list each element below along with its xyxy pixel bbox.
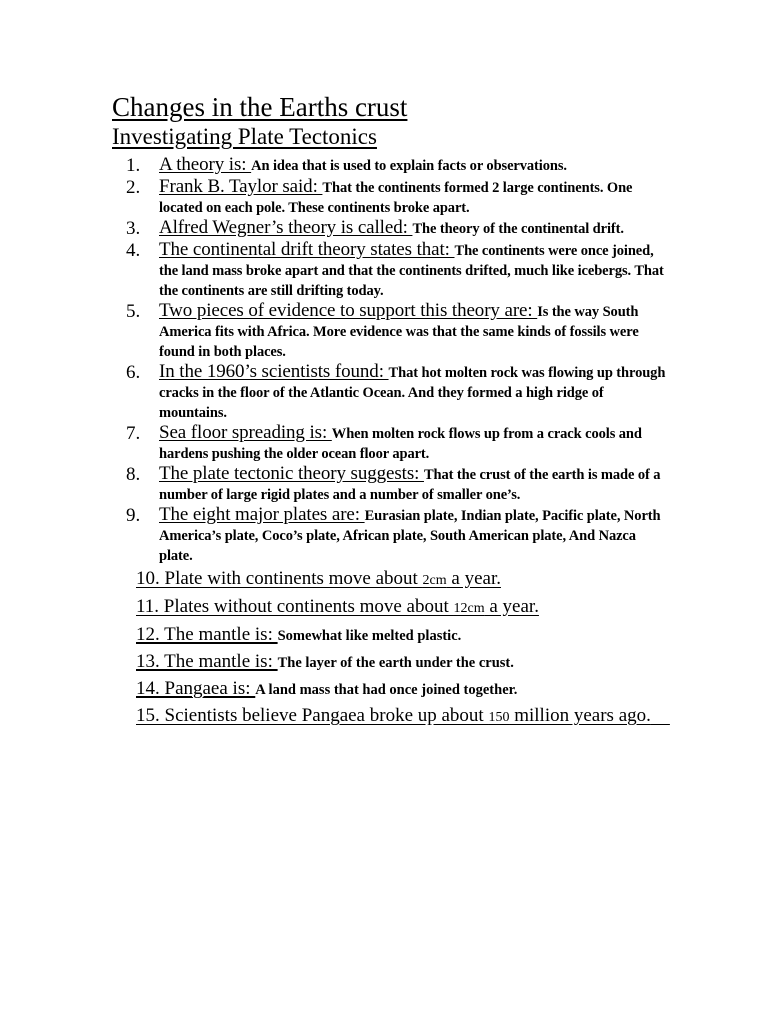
list-item [126, 218, 666, 240]
question-prompt: 12. The mantle is: [136, 624, 278, 645]
list-item-11: 11. Plates without continents move about 12cm a year. [136, 596, 539, 617]
question-prompt: The plate tectonic theory suggests: [159, 463, 424, 484]
item-number: 1. [126, 155, 141, 176]
answer-text: An idea that is used to explain facts or observations. [251, 158, 567, 174]
list-item [126, 240, 666, 301]
question-prompt: 14. Pangaea is: [136, 678, 256, 699]
page-subtitle: Investigating Plate Tectonics [112, 124, 377, 149]
list-item-12 [136, 622, 661, 649]
list-item-15: 15. Scientists believe Pangaea broke up about 150 million years ago. [136, 705, 670, 726]
question-list [126, 154, 670, 731]
answer-text: Somewhat like melted plastic. [277, 628, 462, 644]
answer-text: The theory of the continental drift. [412, 221, 624, 237]
page-title: Changes in the Earths crust [112, 92, 408, 122]
list-item [126, 464, 666, 505]
answer-text: When molten rock flows up from a crack cools and hardens pushing the older ocean floor apart. [159, 426, 642, 462]
item-number: 4. [126, 240, 141, 261]
answer-text: The continents were once joined, the land mass broke apart and that the continents drifted, much like icebergs. That the continents are still drifting today. [159, 243, 664, 299]
list-item-14 [136, 676, 661, 703]
speed-value: 12cm [453, 601, 485, 616]
speed-value: 2cm [422, 573, 447, 588]
item-number: 9. [126, 505, 141, 526]
question-prompt: Sea floor spreading is: [159, 422, 332, 443]
list-item [126, 177, 666, 218]
answer-text: Eurasian plate, Indian plate, Pacific plate, North America’s plate, Coco’s plate, African plate, South American plate, And Nazca plate. [159, 508, 661, 564]
item-number: 8. [126, 464, 141, 485]
question-prompt: A theory is: [159, 154, 252, 175]
answer-text: That hot molten rock was flowing up through cracks in the floor of the Atlantic Ocean. And they formed a high ridge of mountains. [159, 365, 666, 421]
answer-text: A land mass that had once joined together. [255, 682, 518, 698]
item-number: 7. [126, 423, 141, 444]
question-prompt: The continental drift theory states that: [159, 239, 455, 260]
answer-text: That the crust of the earth is made of a number of large rigid plates and a number of smaller one’s. [159, 467, 661, 503]
question-prompt: Alfred Wegner’s theory is called: [159, 217, 413, 238]
question-prompt: 13. The mantle is: [136, 651, 278, 672]
answer-text: Is the way South America fits with Africa. More evidence was that the same kinds of fossils were found in both places. [159, 304, 639, 360]
list-item-13 [136, 649, 661, 676]
item-number: 5. [126, 301, 141, 322]
list-item-10: 10. Plate with continents move about 2cm a year. [136, 568, 501, 589]
answer-text: That the continents formed 2 large continents. One located on each pole. These continents broke apart. [159, 180, 633, 216]
list-item [126, 155, 666, 177]
question-prompt: The eight major plates are: [159, 504, 365, 525]
question-prompt: Frank B. Taylor said: [159, 176, 323, 197]
item-number: 6. [126, 362, 141, 383]
question-prompt: Two pieces of evidence to support this theory are: [159, 300, 538, 321]
question-prompt: In the 1960’s scientists found: [159, 361, 389, 382]
time-value: 150 [488, 710, 510, 725]
list-item [126, 301, 666, 362]
list-item [126, 505, 666, 566]
answer-text: The layer of the earth under the crust. [277, 655, 514, 671]
list-item [126, 423, 666, 464]
item-number: 3. [126, 218, 141, 239]
item-number: 2. [126, 177, 141, 198]
list-item [126, 362, 666, 423]
